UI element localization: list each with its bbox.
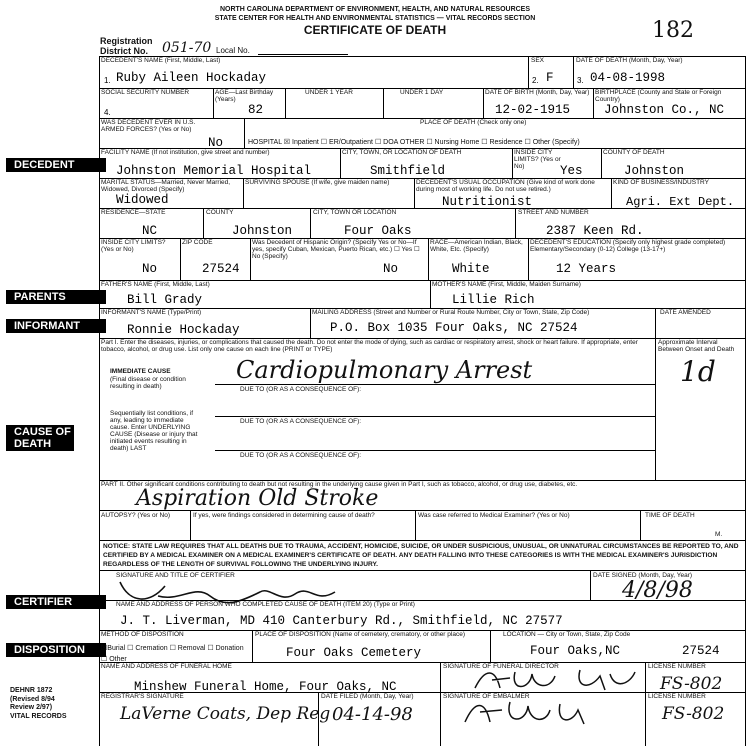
label-city-of-death: CITY, TOWN, OR LOCATION OF DEATH — [342, 149, 462, 156]
label-autopsy: AUTOPSY? (Yes or No) — [101, 512, 170, 519]
value-zip: 27524 — [202, 262, 240, 276]
value-inside-city: Yes — [560, 164, 583, 178]
label-sex: SEX — [531, 57, 545, 64]
label-age: AGE—Last Birthday (Years) — [215, 89, 274, 103]
certificate-title: CERTIFICATE OF DEATH — [303, 23, 447, 37]
label-immediate-sub: (Final disease or condition resulting in death) — [110, 376, 186, 390]
label-inside-city-2: INSIDE CITY LIMITS? (Yes or No) — [101, 239, 166, 253]
label-father: FATHER'S NAME (First, Middle, Last) — [101, 281, 210, 288]
value-residence-state: NC — [142, 224, 158, 238]
value-license: FS-802 — [660, 674, 723, 694]
label-method: METHOD OF DISPOSITION — [101, 631, 184, 638]
label-immediate-cause: IMMEDIATE CAUSE — [110, 368, 171, 375]
value-race: White — [452, 262, 490, 276]
label-findings: If yes, were findings considered in determining cause of death? — [193, 512, 375, 519]
embalmer-signature — [460, 696, 610, 730]
value-business: Agri. Ext Dept. — [626, 195, 735, 209]
label-place-disposition: PLACE OF DISPOSITION (Name of cemetery, crematory, or other place) — [255, 631, 465, 638]
value-place-disposition: Four Oaks Cemetery — [286, 646, 422, 660]
label-referred: Was case referred to Medical Examiner? (Yes or No) — [418, 512, 570, 519]
label-registrar: REGISTRAR'S SIGNATURE — [101, 693, 184, 700]
value-hispanic: No — [383, 262, 399, 276]
form-number: DEHNR 1872 — [10, 687, 53, 694]
value-city: Four Oaks — [344, 224, 412, 238]
label-date-amended: DATE AMENDED — [660, 309, 711, 316]
label-business: KIND OF BUSINESS/INDUSTRY — [613, 179, 709, 186]
label-certifier-address: NAME AND ADDRESS OF PERSON WHO COMPLETED CAUSE OF DEATH (ITEM 20) (Type or Print) — [116, 601, 415, 608]
label-time-of-death: TIME OF DEATH — [645, 512, 695, 519]
label-embalmer: SIGNATURE OF EMBALMER — [443, 693, 530, 700]
department-name: NORTH CAROLINA DEPARTMENT OF ENVIRONMENT, HEALTH, AND NATURAL RESOURCES — [219, 6, 531, 13]
label-spouse: SURVIVING SPOUSE (If wife, give maiden name) — [245, 179, 390, 186]
label-sequential: Sequentially list conditions, if any, leading to immediate cause. Enter UNDERLYING CAUSE (Disease or injury that initiated events resulting in death) LAST — [110, 410, 198, 452]
section-decedent: DECEDENT — [6, 158, 106, 172]
label-inside-city: INSIDE CITY LIMITS? (Yes or No) — [514, 149, 561, 170]
value-name: Ruby Aileen Hockaday — [116, 71, 267, 85]
section-informant: INFORMANT — [6, 319, 106, 333]
value-street: 2387 Keen Rd. — [546, 224, 644, 238]
section-cause-of-death: CAUSE OF DEATH — [6, 425, 74, 451]
center-name: STATE CENTER FOR HEALTH AND ENVIRONMENTAL STATISTICS — VITAL RECORDS SECTION — [214, 15, 536, 22]
section-certifier: CERTIFIER — [6, 595, 106, 609]
value-mailing: P.O. Box 1035 Four Oaks, NC 27524 — [330, 321, 578, 335]
label-county-of-death: COUNTY OF DEATH — [603, 149, 665, 156]
label-due-to-a: DUE TO (OR AS A CONSEQUENCE OF): — [240, 386, 362, 393]
value-facility: Johnston Memorial Hospital — [116, 164, 312, 178]
value-father: Bill Grady — [127, 293, 203, 307]
label-under-1-year: UNDER 1 YEAR — [305, 89, 353, 96]
certificate-number: 182 — [652, 18, 694, 43]
value-city-of-death: Smithfield — [370, 164, 446, 178]
label-marital: MARITAL STATUS—Married, Never Married, Widowed, Divorced (Specify) — [101, 179, 231, 193]
label-facility: FACILITY NAME (If not institution, give street and number) — [101, 149, 270, 156]
label-hospital-options: HOSPITAL ☒ Inpatient ☐ ER/Outpatient ☐ DOA OTHER ☐ Nursing Home ☐ Residence ☐ Other (Specify) — [248, 139, 580, 146]
value-mother: Lillie Rich — [452, 293, 535, 307]
section-disposition: DISPOSITION — [6, 643, 106, 657]
label-signature: SIGNATURE AND TITLE OF CERTIFIER — [116, 572, 235, 579]
value-education: 12 Years — [556, 262, 617, 276]
label-zip: ZIP CODE — [182, 239, 213, 246]
label-location: LOCATION — City or Town, State, Zip Code — [503, 631, 631, 638]
form-review: Review 2/97) — [10, 704, 53, 711]
label-burial-options: ☒Burial ☐ Cremation ☐ Removal ☐ Donation ☐ Other — [101, 645, 244, 663]
funeral-director-signature — [470, 664, 640, 694]
label-city: CITY, TOWN OR LOCATION — [313, 209, 397, 216]
value-location-zip: 27524 — [682, 644, 720, 658]
label-informant: INFORMANT'S NAME (Type/Print) — [101, 309, 202, 316]
label-place-of-death: PLACE OF DEATH (Check only one) — [420, 119, 527, 126]
value-dod: 04-08-1998 — [590, 71, 666, 85]
label-education: DECEDENT'S EDUCATION (Specify only highest grade completed) Elementary/Secondary (0-12) College (13-17+) — [530, 239, 726, 253]
label-residence-state: RESIDENCE—STATE — [101, 209, 166, 216]
label-time-m: M. — [715, 531, 723, 538]
form-revision: (Revised 8/94 — [10, 695, 55, 703]
value-birthplace: Johnston Co., NC — [604, 103, 725, 117]
label-birthplace: BIRTHPLACE (County and State or Foreign Country) — [595, 89, 722, 103]
label-dob: DATE OF BIRTH (Month, Day, Year) — [485, 89, 590, 96]
value-location: Four Oaks,NC — [530, 644, 621, 658]
value-county: Johnston — [232, 224, 293, 238]
label-occupation: DECEDENT'S USUAL OCCUPATION (Give kind of work done during most of working life. Do not use retired.) — [416, 179, 595, 193]
value-date-filed: 04-14-98 — [332, 704, 413, 725]
value-dob: 12-02-1915 — [495, 103, 571, 117]
label-interval: Approximate Interval Between Onset and Death — [658, 339, 735, 353]
value-age: 82 — [248, 103, 264, 117]
label-date-signed: DATE SIGNED (Month, Day, Year) — [593, 572, 693, 579]
value-funeral-home: Minshew Funeral Home, Four Oaks, NC — [134, 680, 397, 694]
label-mailing: MAILING ADDRESS (Street and Number or Rural Route Number, City or Town, State, Zip Code) — [312, 309, 590, 316]
label-hispanic: Was Decedent of Hispanic Origin? (Specify Yes or No—If yes, specify Cuban, Mexican, Puerto Rican, etc.) ☐ Yes ☐ No (Specify) — [252, 239, 420, 260]
label-date-filed: DATE FILED (Month, Day, Year) — [321, 693, 414, 700]
label-name: DECEDENT'S NAME (First, Middle, Last) — [101, 57, 221, 64]
value-county-of-death: Johnston — [624, 164, 685, 178]
label-funeral-director: SIGNATURE OF FUNERAL DIRECTOR — [443, 663, 559, 670]
label-dod: DATE OF DEATH (Month, Day, Year) — [576, 57, 683, 64]
registration-label: Registration — [100, 36, 153, 46]
label-part-1: Part I. Enter the diseases, injuries, or complications that caused the death. Do not enter the mode of dying, such as cardiac or respiratory arrest, shock or heart failure. If appropriate, enter tobacco, alcohol, or drug use. List only one cause on each line (PRINT or TYPE) — [101, 339, 638, 353]
value-date-signed: 4/8/98 — [622, 578, 693, 603]
form-footer — [10, 687, 67, 721]
value-part-2: Aspiration Old Stroke — [136, 486, 379, 511]
label-license: LICENSE NUMBER — [648, 663, 706, 670]
label-part-2: PART II. Other significant conditions contributing to death but not resulting in the underlying cause given in Part I, such as tobacco, alcohol, or drug use, diabetes, etc. — [101, 481, 578, 488]
label-funeral-home: NAME AND ADDRESS OF FUNERAL HOME — [101, 663, 232, 670]
label-county: COUNTY — [206, 209, 234, 216]
district-label: District No. — [100, 46, 149, 56]
value-sex: F — [546, 71, 554, 85]
value-license-2: FS-802 — [662, 704, 725, 724]
value-occupation: Nutritionist — [442, 195, 533, 209]
value-certifier-address: J. T. Liverman, MD 410 Canterbury Rd., Smithfield, NC 27577 — [120, 614, 563, 628]
label-due-to-c: DUE TO (OR AS A CONSEQUENCE OF): — [240, 452, 362, 459]
label-due-to-b: DUE TO (OR AS A CONSEQUENCE OF): — [240, 418, 362, 425]
value-interval: 1d — [680, 355, 716, 388]
district-number: 051-70 — [162, 40, 212, 56]
label-race: RACE—American Indian, Black, White, Etc. (Specify) — [430, 239, 523, 253]
value-armed-forces: No — [208, 136, 224, 150]
label-armed-forces: WAS DECEDENT EVER IN U.S. ARMED FORCES? (Yes or No) — [101, 119, 196, 133]
local-number-label: Local No. — [216, 46, 250, 55]
value-informant: Ronnie Hockaday — [127, 323, 240, 337]
label-street: STREET AND NUMBER — [518, 209, 589, 216]
label-ssn: SOCIAL SECURITY NUMBER — [101, 89, 190, 96]
value-immediate-cause: Cardiopulmonary Arrest — [236, 356, 533, 384]
value-marital: Widowed — [116, 193, 169, 207]
notice-text: NOTICE: STATE LAW REQUIRES THAT ALL DEATHS DUE TO TRAUMA, ACCIDENT, HOMICIDE, SUICIDE, OR UNDER SUSPICIOUS, UNUSUAL, OR UNNATURAL CIRCUMSTANCES BE REPORTED TO, AND CERTIFIED BY A MEDICAL EXAMINER ON A MEDICAL EXAMINER'S CERTIFICATE OF DEATH. ANY DEATH FALLING INTO THESE CATEGORIES IS WITH THE MEDICAL EXAMINER'S JURISDICTION REGARDLESS OF THE LENGTH OF SURVIVAL FOLLOWING THE UNDERLYING INJURY. — [103, 543, 739, 568]
value-registrar-signature: LaVerne Coats, Dep Reg — [120, 704, 331, 724]
vital-records-label: VITAL RECORDS — [10, 712, 67, 720]
label-mother: MOTHER'S NAME (First, Middle, Maiden Surname) — [432, 281, 581, 288]
label-under-1-day: UNDER 1 DAY — [400, 89, 444, 96]
value-inside-city-2: No — [142, 262, 158, 276]
label-license-2: LICENSE NUMBER — [648, 693, 706, 700]
section-parents: PARENTS — [6, 290, 106, 304]
